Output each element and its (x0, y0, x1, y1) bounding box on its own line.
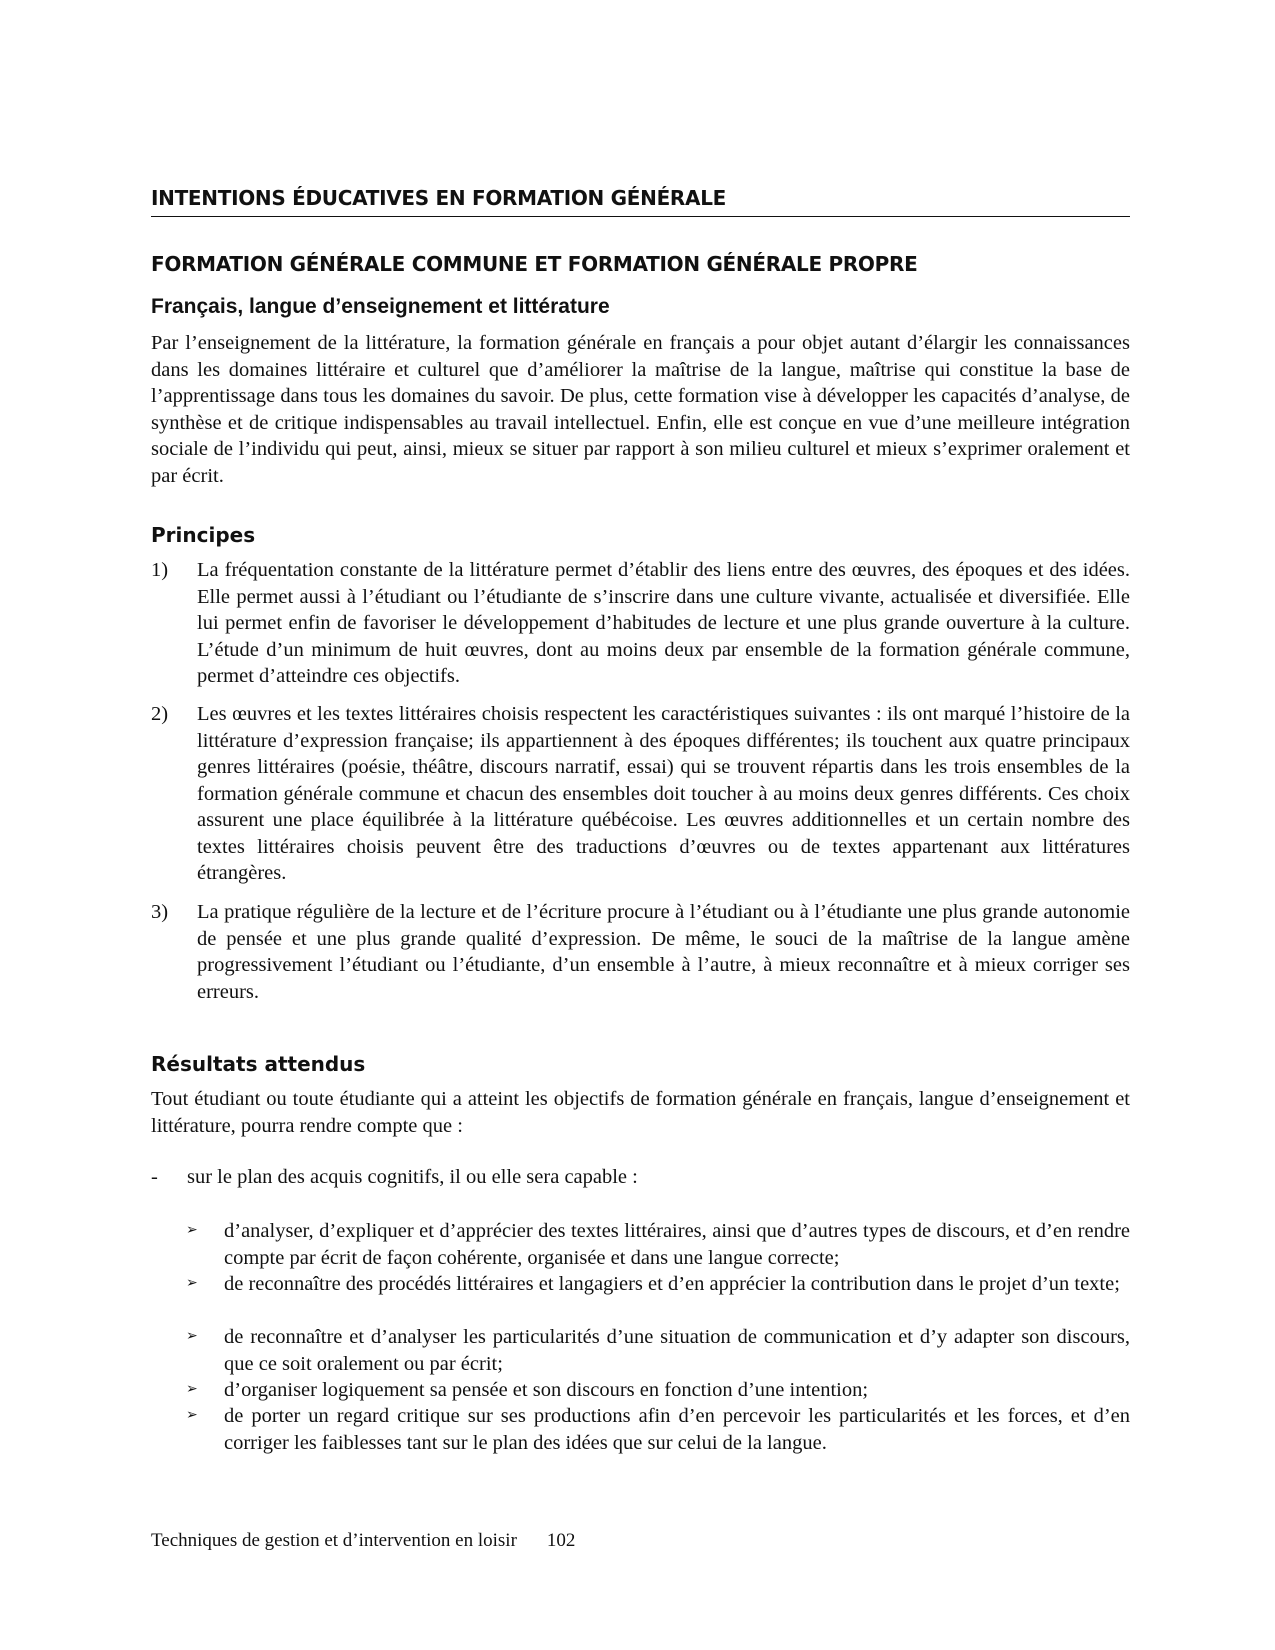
resultats-heading: Résultats attendus (151, 1052, 366, 1076)
arrow-bullet-icon: ➢ (186, 1408, 198, 1423)
bullet-text: de porter un regard critique sur ses productions afin d’en percevoir les particularités et les forces, et d’en corriger les faiblesses tant sur le plan des idées que sur celui de la langue. (224, 1405, 1130, 1454)
dash-item (151, 1164, 1130, 1191)
bullet-item (186, 1377, 1130, 1404)
item-text: La fréquentation constante de la littérature permet d’établir des liens entre des œuvres, des époques et des idées. Elle permet aussi à l’étudiant ou l’étudiante de s’inscrire dans une culture vivante, actualisée et diversifiée. Elle lui permet enfin de favoriser le développement d’habitudes de lecture et une plus grande ouverture à la culture. L’étude d’un minimum de huit œuvres, dont au moins deux par ensemble de la formation générale commune, permet d’atteindre ces objectifs. (197, 559, 1130, 687)
resultats-intro: Tout étudiant ou toute étudiante qui a atteint les objectifs de formation générale en français, langue d’enseignement et littérature, pourra rendre compte que : (151, 1088, 1130, 1137)
heading-rule (151, 216, 1130, 217)
principle-item (151, 557, 1130, 690)
principes-heading: Principes (151, 523, 256, 547)
item-number: 1) (151, 559, 169, 581)
page-heading: INTENTIONS ÉDUCATIVES EN FORMATION GÉNÉRALE (151, 186, 727, 210)
bullet-item (186, 1324, 1130, 1377)
item-text: La pratique régulière de la lecture et de l’écriture procure à l’étudiant ou à l’étudiante une plus grande autonomie de pensée et une plus grande qualité d’expression. De même, le souci de la maîtrise de la langue amène progressivement l’étudiant ou l’étudiante, d’un ensemble à l’autre, à mieux reconnaître et à mieux corriger ses erreurs. (197, 901, 1130, 1003)
intro-paragraph: Par l’enseignement de la littérature, la formation générale en français a pour objet autant d’élargir les connaissances dans les domaines littéraire et culturel que d’améliorer la maîtrise de la langue, maîtrise qui constitue la base de l’apprentissage dans tous les domaines du savoir. De plus, cette formation vise à développer les capacités d’analyse, de synthèse et de critique indispensables au travail intellectuel. Enfin, elle est conçue en vue d’une meilleure intégration sociale de l’individu qui peut, ainsi, mieux se situer par rapport à son milieu culturel et mieux s’exprimer oralement et par écrit. (151, 332, 1130, 487)
section-title: FORMATION GÉNÉRALE COMMUNE ET FORMATION GÉNÉRALE PROPRE (151, 252, 918, 276)
principle-item (151, 701, 1130, 887)
dash-text: sur le plan des acquis cognitifs, il ou elle sera capable : (187, 1166, 638, 1188)
item-number: 2) (151, 703, 169, 725)
item-number: 3) (151, 901, 169, 923)
dash-marker: - (151, 1166, 158, 1188)
arrow-bullet-icon: ➢ (186, 1382, 198, 1397)
footer-program: Techniques de gestion et d’intervention en loisir (151, 1530, 517, 1551)
bullet-item (186, 1218, 1130, 1271)
bullet-item (186, 1271, 1130, 1298)
item-text: Les œuvres et les textes littéraires choisis respectent les caractéristiques suivantes : ils ont marqué l’histoire de la littérature d’expression française; ils appartiennent à des époques différentes; ils touchent aux quatre principaux genres littéraires (poésie, théâtre, discours narratif, essai) qui se trouvent répartis dans les trois ensembles de la formation générale commune et chacun des ensembles doit toucher à au moins deux genres différents. Ces choix assurent une place équilibrée à la littérature québécoise. Les œuvres additionnelles et un certain nombre des textes littéraires choisis peuvent être des traductions d’œuvres ou de textes appartenant aux littératures étrangères. (197, 703, 1130, 884)
page-footer (151, 1530, 575, 1552)
bullet-text: de reconnaître des procédés littéraires et langagiers et d’en apprécier la contribution dans le projet d’un texte; (224, 1273, 1120, 1295)
arrow-bullet-icon: ➢ (186, 1223, 198, 1238)
principle-item (151, 899, 1130, 1005)
bullet-text: d’analyser, d’expliquer et d’apprécier des textes littéraires, ainsi que d’autres types de discours, et d’en rendre compte par écrit de façon cohérente, organisée et dans une langue correcte; (224, 1220, 1130, 1269)
bullet-text: de reconnaître et d’analyser les particularités d’une situation de communication et d’y adapter son discours, que ce soit oralement ou par écrit; (224, 1326, 1130, 1375)
page-number: 102 (546, 1530, 576, 1551)
bullet-item (186, 1403, 1130, 1456)
arrow-bullet-icon: ➢ (186, 1276, 198, 1291)
bullet-text: d’organiser logiquement sa pensée et son discours en fonction d’une intention; (224, 1379, 869, 1401)
arrow-bullet-icon: ➢ (186, 1329, 198, 1344)
subsection-title: Français, langue d’enseignement et littérature (151, 295, 610, 318)
